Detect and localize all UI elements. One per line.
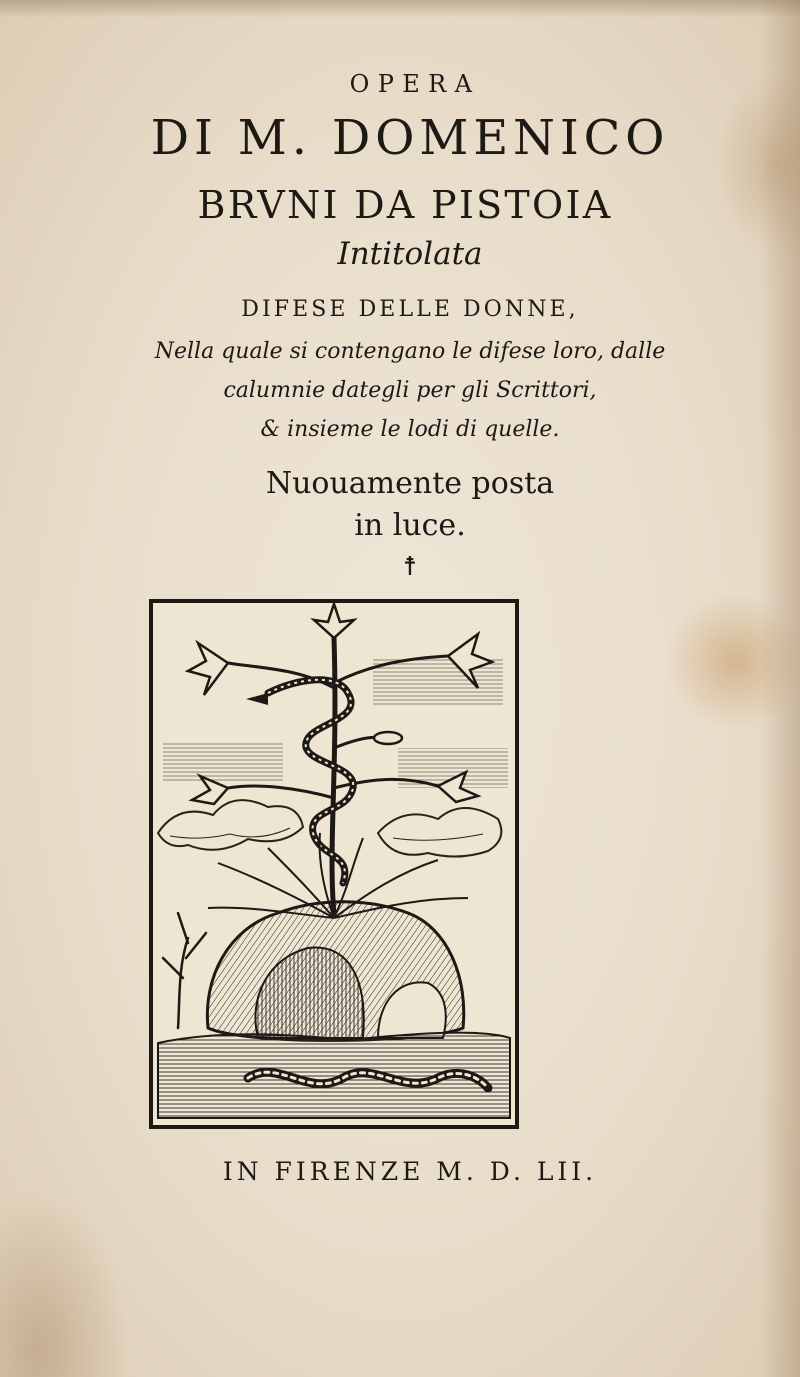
new-edition-line-1: Nuouamente posta <box>265 466 555 501</box>
new-edition-line-2: in luce. <box>354 508 466 543</box>
description-line-1: Nella quale si contengano le difese loro, dalle <box>154 339 666 364</box>
intitolata-line: Intitolata <box>337 236 483 272</box>
woodcut-illustration <box>148 598 520 1130</box>
description-line-2: calumnie dategli per gli Scrittori, <box>223 378 597 403</box>
opera-heading: OPERA <box>349 70 481 98</box>
work-title: DIFESE DELLE DONNE, <box>241 297 579 322</box>
page-edge-stain <box>0 0 800 18</box>
imprint-line: IN FIRENZE M. D. LII. <box>222 1157 598 1186</box>
description-line-3: & insieme le lodi di quelle. <box>260 417 560 442</box>
author-line-2: BRVNI DA PISTOIA <box>197 183 613 227</box>
cross-ornament: ☨ <box>402 552 418 582</box>
author-line-1: DI M. DOMENICO <box>150 110 670 166</box>
